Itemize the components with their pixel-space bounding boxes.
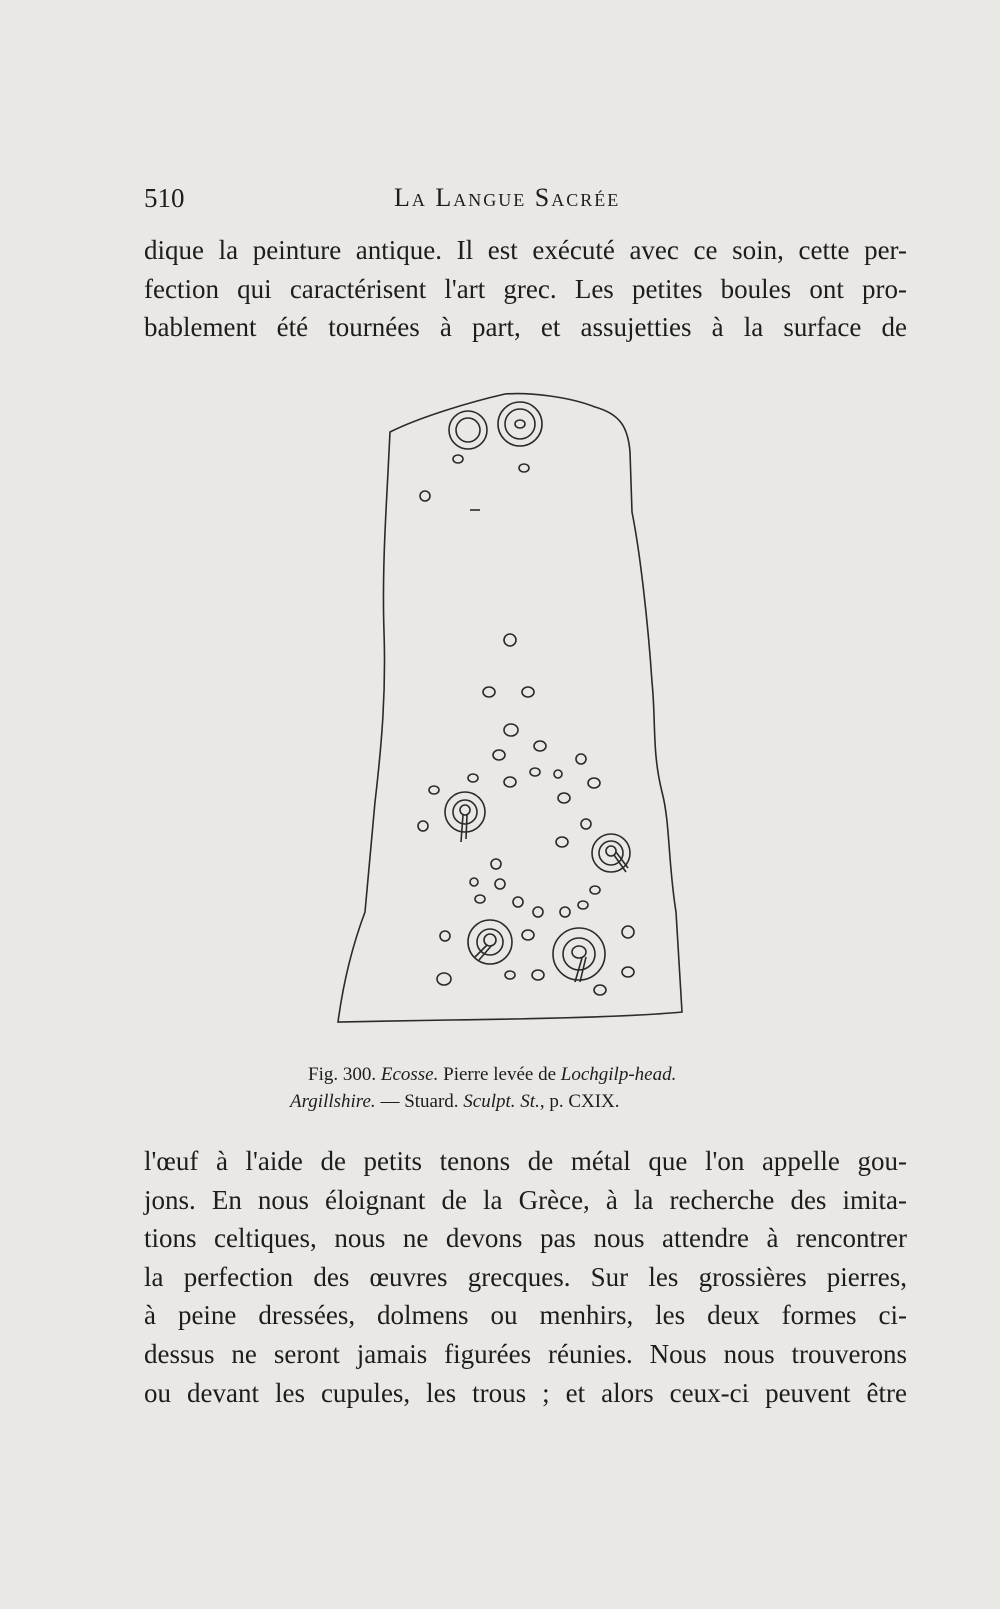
figure-label: Fig. 300. (308, 1064, 377, 1085)
cup-mark (578, 901, 588, 909)
figure-author: — Stuard. (380, 1091, 459, 1112)
cup-mark (483, 687, 495, 697)
cup-ring-mark (563, 938, 595, 970)
cup-ring-mark (553, 928, 605, 980)
cup-mark (468, 774, 478, 782)
figure-description: Pierre levée de (443, 1064, 557, 1085)
text-line: ou devant les cupules, les trous ; et alors ceux-ci peuvent être (144, 1377, 907, 1408)
text-line: à peine dressées, dolmens ou menhirs, les deux formes ci- (144, 1300, 907, 1331)
cup-mark (530, 768, 540, 776)
cup-ring-mark (449, 411, 487, 449)
cup-mark (515, 420, 525, 428)
cup-ring-mark (592, 834, 630, 872)
cup-mark (532, 970, 544, 980)
cup-mark (522, 687, 534, 697)
paragraph-bottom (144, 1142, 907, 1412)
caption-line-2 (290, 1088, 790, 1115)
text-line: dique la peinture antique. Il est exécuté avec ce soin, cette per- (144, 235, 907, 265)
cup-mark (560, 907, 570, 917)
cup-mark (588, 778, 600, 788)
cup-mark (493, 750, 505, 760)
cup-mark (453, 455, 463, 463)
cup-mark (513, 897, 523, 907)
cup-ring-mark (468, 920, 512, 964)
cup-mark (504, 777, 516, 787)
cup-mark (504, 634, 516, 646)
cup-ring-mark (445, 792, 485, 832)
cup-mark (504, 724, 518, 736)
paragraph-top (144, 231, 907, 347)
figure-page-ref: , p. CXIX. (539, 1091, 620, 1112)
cup-mark (491, 859, 501, 869)
text-line: l'œuf à l'aide de petits tenons de métal que l'on appelle gou- (144, 1146, 907, 1176)
cup-mark (581, 819, 591, 829)
text-line: tions celtiques, nous ne devons pas nous attendre à rencontrer (144, 1223, 907, 1254)
cup-mark (576, 754, 586, 764)
text-line: la perfection des œuvres grecques. Sur les grossières pierres, (144, 1261, 907, 1292)
page-number: 510 (144, 183, 185, 213)
cup-ring-mark (505, 409, 535, 439)
cup-mark (558, 793, 570, 803)
text-line: jons. En nous éloignant de la Grèce, à la recherche des imita- (144, 1184, 907, 1215)
cup-mark (505, 971, 515, 979)
cup-mark (572, 946, 586, 958)
text-line: dessus ne seront jamais figurées réunies. Nous nous trouverons (144, 1338, 907, 1369)
ring-groove (461, 815, 467, 842)
cup-mark (460, 805, 470, 815)
cup-mark (606, 846, 616, 856)
cup-mark (495, 879, 505, 889)
cup-mark (470, 878, 478, 886)
cup-mark (594, 985, 606, 995)
figure-site: Lochgilp-head. (560, 1064, 677, 1085)
figure-source: Sculpt. St. (463, 1091, 540, 1112)
cup-mark (522, 930, 534, 940)
cup-mark (554, 770, 562, 778)
stone-outline (338, 394, 682, 1022)
cup-mark (475, 895, 485, 903)
cup-mark (590, 886, 600, 894)
running-title: La Langue Sacrée (394, 183, 621, 212)
cup-mark (556, 837, 568, 847)
text-line: fection qui caractérisent l'art grec. Les petites boules ont pro- (144, 273, 907, 304)
cup-mark (418, 821, 428, 831)
caption-line-1 (290, 1061, 790, 1088)
cup-mark (484, 934, 496, 946)
cup-mark (534, 741, 546, 751)
figure-place: Ecosse. (380, 1064, 439, 1085)
page-header (144, 183, 907, 223)
figure-caption (290, 1061, 790, 1115)
cup-mark (519, 464, 529, 472)
cup-ring-mark (456, 418, 480, 442)
cup-mark (622, 926, 634, 938)
cup-mark (437, 973, 451, 985)
figure-county: Argillshire. (290, 1091, 376, 1112)
cup-mark (420, 491, 430, 501)
cup-mark (622, 967, 634, 977)
cup-ring-mark (453, 800, 477, 824)
cup-mark (440, 931, 450, 941)
standing-stone-illustration (330, 392, 710, 1052)
cup-mark (429, 786, 439, 794)
cup-mark (533, 907, 543, 917)
text-line: bablement été tournées à part, et assujetties à la surface de (144, 312, 907, 343)
